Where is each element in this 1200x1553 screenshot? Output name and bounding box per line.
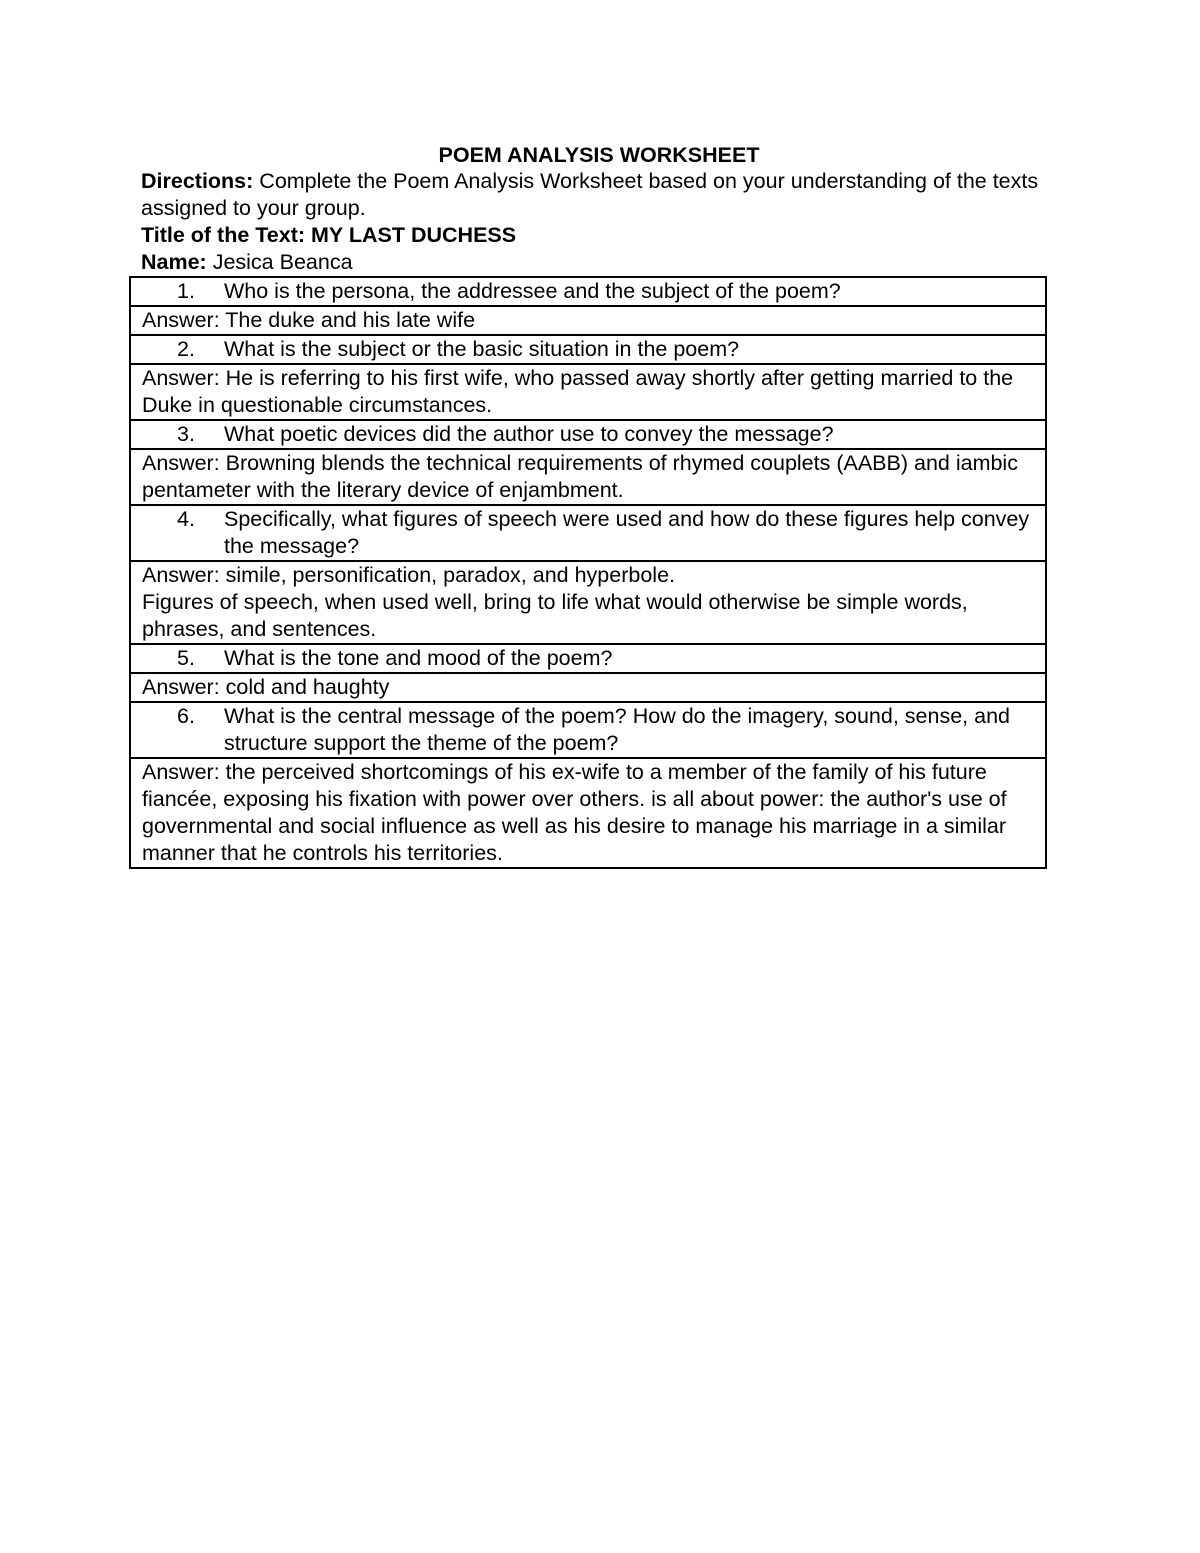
answer-text: Answer: the perceived shortcomings of his ex-wife to a member of the family of his future fiancée, exposing his fixation with power over others. is all about power: the author's use of governmental and social influence as well as his desire to manage his marriage in a similar manner that he controls his territories.	[142, 760, 1007, 865]
question-row	[130, 702, 1046, 758]
name-value: Jesica Beanca	[206, 250, 353, 274]
directions-label: Directions:	[141, 169, 254, 193]
text-title-label: Title of the Text:	[141, 223, 306, 247]
question-number: 6.	[177, 704, 195, 728]
question-cell	[130, 277, 1046, 306]
answer-row	[130, 364, 1046, 420]
question-cell	[130, 505, 1046, 561]
answer-text: Answer: simile, personification, paradox, and hyperbole.	[142, 563, 676, 587]
question-number: 1.	[177, 279, 195, 303]
question-row	[130, 644, 1046, 673]
name-label: Name:	[141, 250, 207, 274]
answer-row	[130, 449, 1046, 505]
answer-cell	[130, 364, 1046, 420]
question-row	[130, 335, 1046, 364]
question-text: What is the tone and mood of the poem?	[224, 646, 613, 670]
question-number: 4.	[177, 507, 195, 531]
text-title	[141, 222, 1047, 249]
question-text: What is the central message of the poem? How do the imagery, sound, sense, and structure support the theme of the poem?	[224, 704, 1010, 755]
worksheet-page	[129, 140, 1047, 869]
answer-text: Figures of speech, when used well, bring to life what would otherwise be simple words, phrases, and sentences.	[142, 590, 968, 641]
question-text: Who is the persona, the addressee and the subject of the poem?	[224, 279, 841, 303]
question-number: 5.	[177, 646, 195, 670]
directions	[141, 168, 1047, 222]
question-cell	[130, 335, 1046, 364]
question-row	[130, 277, 1046, 306]
question-row	[130, 420, 1046, 449]
question-text: Specifically, what figures of speech were used and how do these figures help convey the message?	[224, 507, 1030, 558]
answer-text: Answer: The duke and his late wife	[142, 308, 476, 332]
question-cell	[130, 644, 1046, 673]
question-number: 2.	[177, 337, 195, 361]
answer-text: Answer: He is referring to his first wife, who passed away shortly after getting married to the Duke in questionable circumstances.	[142, 366, 1014, 417]
question-number: 3.	[177, 422, 195, 446]
question-text: What is the subject or the basic situation in the poem?	[224, 337, 740, 361]
answer-cell	[130, 449, 1046, 505]
answer-text: Answer: Browning blends the technical requirements of rhymed couplets (AABB) and iambic pentameter with the literary device of enjambment.	[142, 451, 1018, 502]
answer-row	[130, 561, 1046, 644]
answer-text: Answer: cold and haughty	[142, 675, 390, 699]
answer-cell	[130, 758, 1046, 868]
answer-row	[130, 758, 1046, 868]
student-name	[141, 249, 1047, 276]
answer-cell	[130, 673, 1046, 702]
answer-cell	[130, 561, 1046, 644]
directions-text: Complete the Poem Analysis Worksheet based on your understanding of the texts assigned to your group.	[141, 169, 1039, 220]
question-cell	[130, 420, 1046, 449]
answer-row	[130, 673, 1046, 702]
answer-row	[130, 306, 1046, 335]
text-title-value: MY LAST DUCHESS	[305, 223, 517, 247]
question-text: What poetic devices did the author use to convey the message?	[224, 422, 834, 446]
page-title: POEM ANALYSIS WORKSHEET	[438, 143, 760, 167]
answer-cell	[130, 306, 1046, 335]
question-row	[130, 505, 1046, 561]
question-cell	[130, 702, 1046, 758]
worksheet-table	[129, 276, 1047, 869]
